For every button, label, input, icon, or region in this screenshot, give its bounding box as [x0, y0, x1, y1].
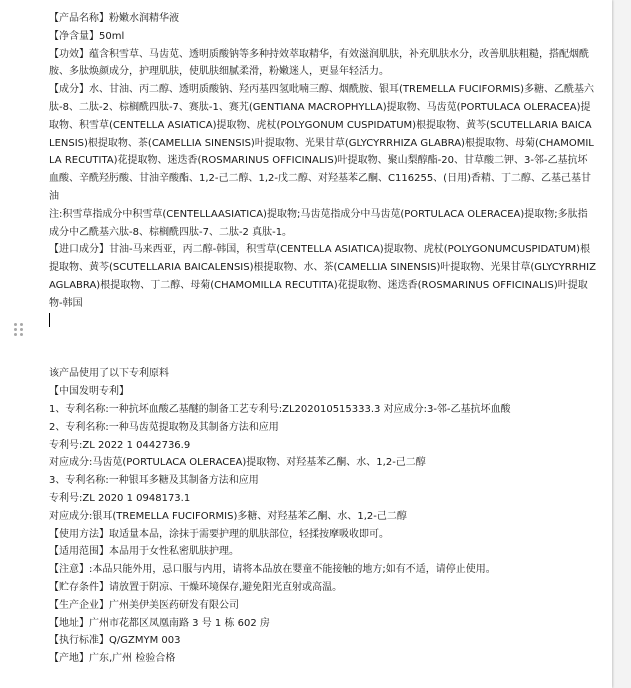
text-caret: [49, 313, 50, 327]
patent-1: 1、专利名称:一种抗坏血酸乙基醚的制备工艺专利号:ZL202010515333.3 对应成分:3-邻-乙基抗坏血酸: [49, 403, 511, 415]
product-name-line: 【产品名称】粉嫩水润精华液: [49, 13, 179, 24]
document-body[interactable]: [49, 10, 597, 668]
patent-heading: 【中国发明专利】: [49, 386, 129, 398]
text-cursor-line[interactable]: [49, 313, 597, 332]
patent-2-name: 2、专利名称:一种马齿苋提取物及其制备方法和应用: [49, 421, 279, 433]
ingredients-note: 注:积雪草指成分中积雪草(CENTELLAASIATICA)提取物;马齿苋指成分中马齿苋(PORTULACA OLERACEA)提取物;多肽指成分中乙酰基六肽-8、棕榈酰四肽-7、二肽-2 真肽-1。: [49, 208, 588, 238]
patent-2-number: 专利号:ZL 2022 1 0442736.9: [49, 439, 191, 451]
ingredients-paragraph: 【成分】水、甘油、丙二醇、透明质酸钠、羟丙基四氢吡喃三醇、烟酰胺、银耳(TREMELLA FUCIFORMIS)多糖、乙酰基六肽-8、二肽-2、棕榈酰四肽-7、赛肽-1、赛艽(GENTIANA MACROPHYLLA)提取物、马齿苋(PORTULACA OLERACEA)提取物、积雪草(CENTELLA ASIATICA)提取物、虎杖(POLYGONUM CUSPIDATUM)根提取物、黄芩(SCUTELLARIA BAICALENSIS)根提取物、茶(CAMELLIA SINENSIS)叶提取物、光果甘草(GLYCYRRHIZA GLABRA)根提取物、母菊(CHAMOMILLA RECUTITA)花提取物、迷迭香(ROSMARINUS OFFICINALIS)叶提取物、聚山梨醇酯-20、甘草酸二钾、3-邻-乙基抗坏血酸、辛酰羟肟酸、甘油辛酸酯、1,2-己二醇、1,2-戊二醇、对羟基苯乙酮、C116255、(日用)香精、丁二醇、乙基己基甘油: [49, 84, 595, 202]
usage-line: 【使用方法】取适量本品，涂抹于需要护理的肌肤部位，轻揉按摩吸收即可。: [49, 528, 389, 540]
address-line: 【地址】广州市花都区凤凰南路 3 号 1 栋 602 房: [49, 617, 270, 629]
standard-line: 【执行标准】Q/GZMYM 003: [49, 635, 181, 647]
scope-line: 【适用范围】本品用于女性私密肌肤护理。: [49, 546, 239, 558]
patent-2-ingredients: 对应成分:马齿苋(PORTULACA OLERACEA)提取物、对羟基苯乙酮、水、1,2-己二醇: [49, 457, 426, 469]
drag-handle-icon[interactable]: [14, 323, 24, 337]
storage-line: 【贮存条件】请放置于阴凉、干燥环境保存,避免阳光直射或高温。: [49, 581, 343, 593]
patent-3-ingredients: 对应成分:银耳(TREMELLA FUCIFORMIS)多糖、对羟基苯乙酮、水、1,2-己二醇: [49, 510, 407, 522]
origin-line: 【产地】广东,广州 检验合格: [49, 653, 176, 665]
patent-intro: 该产品使用了以下专利原料: [49, 368, 169, 380]
caution-paragraph: 【注意】:本品只能外用，忌口服与内用，请将本品放在婴童不能接触的地方;如有不适，请停止使用。: [49, 564, 496, 576]
manufacturer-line: 【生产企业】广州美伊美医药研发有限公司: [49, 599, 239, 611]
blank-space: [49, 331, 597, 365]
efficacy-paragraph: 【功效】蕴含积雪草、马齿苋、透明质酸钠等多种持效萃取精华，有效滋润肌肤，补充肌肤水分，改善肌肤粗糙，搭配烟酰胺、多肽焕颜成分，护理肌肤，使肌肤细腻柔滑，粉嫩迷人，更显年轻活力。: [49, 48, 589, 78]
net-content-line: 【净含量】50ml: [49, 30, 125, 42]
imported-ingredients-paragraph: 【进口成分】甘油-马来西亚，丙二醇-韩国，积雪草(CENTELLA ASIATICA)提取物、虎杖(POLYGONUMCUSPIDATUM)根提取物、黄芩(SCUTELLARIA BAICALENSIS)根提取物、水、茶(CAMELLIA SINENSIS)叶提取物、光果甘草(GLYCYRRHIZAGLABRA)根提取物、丁二醇、母菊(CHAMOMILLA RECUTITA)花提取物、迷迭香(ROSMARINUS OFFICINALIS)叶提取物-韩国: [49, 244, 596, 309]
patent-3-number: 专利号:ZL 2020 1 0948173.1: [49, 492, 191, 504]
patent-3-name: 3、专利名称:一种银耳多糖及其制备方法和应用: [49, 475, 259, 487]
